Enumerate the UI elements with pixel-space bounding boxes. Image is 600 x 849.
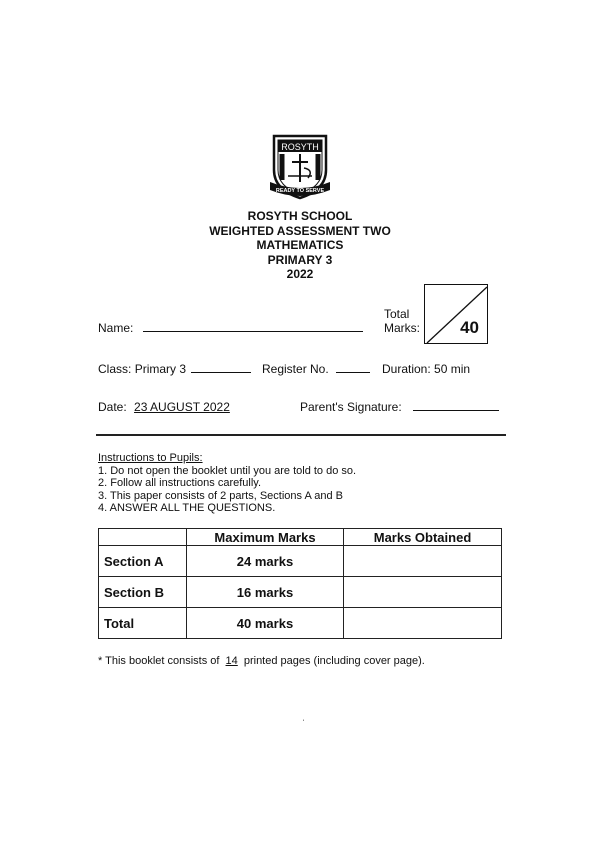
- duration-text: Duration: 50 min: [382, 362, 471, 376]
- svg-text:READY TO SERVE: READY TO SERVE: [275, 188, 325, 194]
- date-label: Date:: [98, 400, 127, 414]
- signature-label: Parent's Signature:: [300, 400, 402, 414]
- page-count-note: * This booklet consists of 14 printed pages (including cover page).: [98, 655, 425, 667]
- table-header-cell: [99, 529, 187, 546]
- max-marks-cell: 16 marks: [187, 577, 344, 608]
- signature-field: [300, 400, 499, 414]
- assessment-title: WEIGHTED ASSESSMENT TWO: [209, 223, 391, 238]
- instruction-item: 3. This paper consists of 2 parts, Sections A and B: [98, 489, 343, 502]
- instructions-title: Instructions to Pupils:: [98, 452, 203, 464]
- total-marks-label: Total Marks:: [384, 307, 420, 335]
- class-field: [98, 362, 251, 376]
- svg-text:ROSYTH: ROSYTH: [281, 142, 319, 152]
- total-marks-box: [424, 284, 488, 344]
- date-field: [98, 400, 230, 414]
- marks-obtained-cell[interactable]: [344, 546, 502, 577]
- table-row: [99, 608, 502, 639]
- subject-title: MATHEMATICS: [256, 238, 344, 252]
- max-marks-cell: 24 marks: [187, 546, 344, 577]
- marks-obtained-cell[interactable]: [344, 577, 502, 608]
- instruction-item: 2. Follow all instructions carefully.: [98, 477, 262, 489]
- date-value: 23 AUGUST 2022: [134, 400, 230, 414]
- instruction-item: 4. ANSWER ALL THE QUESTIONS.: [98, 502, 276, 514]
- max-marks-cell: 40 marks: [187, 608, 344, 639]
- name-label: Name:: [98, 321, 134, 335]
- class-blank[interactable]: [191, 372, 251, 373]
- instruction-item: 1. Do not open the booklet until you are told to do so.: [98, 464, 357, 477]
- table-header-row: [99, 529, 502, 546]
- total-marks-value: 40: [460, 318, 479, 337]
- register-field: [262, 362, 370, 376]
- school-crest-logo: [268, 132, 332, 202]
- table-row: [99, 546, 502, 577]
- school-name: ROSYTH SCHOOL: [247, 209, 353, 223]
- section-divider: [96, 434, 506, 436]
- name-field: [98, 321, 363, 335]
- document-header: [0, 209, 600, 282]
- register-label: Register No.: [262, 362, 329, 376]
- signature-blank[interactable]: [413, 410, 499, 411]
- section-cell: Section B: [99, 577, 187, 608]
- class-label: Class:: [98, 362, 132, 376]
- year-title: 2022: [286, 267, 314, 281]
- marks-table: [98, 528, 502, 639]
- marks-obtained-cell[interactable]: [344, 608, 502, 639]
- instructions-block: [98, 452, 356, 515]
- section-cell: Total: [99, 608, 187, 639]
- page-count: 14: [225, 655, 238, 667]
- class-value: Primary 3: [134, 362, 187, 376]
- register-blank[interactable]: [336, 372, 370, 373]
- table-row: [99, 577, 502, 608]
- table-header-cell: Marks Obtained: [344, 529, 502, 546]
- scan-mark: ˈ: [302, 718, 305, 728]
- level-title: PRIMARY 3: [267, 252, 333, 267]
- section-cell: Section A: [99, 546, 187, 577]
- name-blank[interactable]: [143, 331, 363, 332]
- table-header-cell: Maximum Marks: [187, 529, 344, 546]
